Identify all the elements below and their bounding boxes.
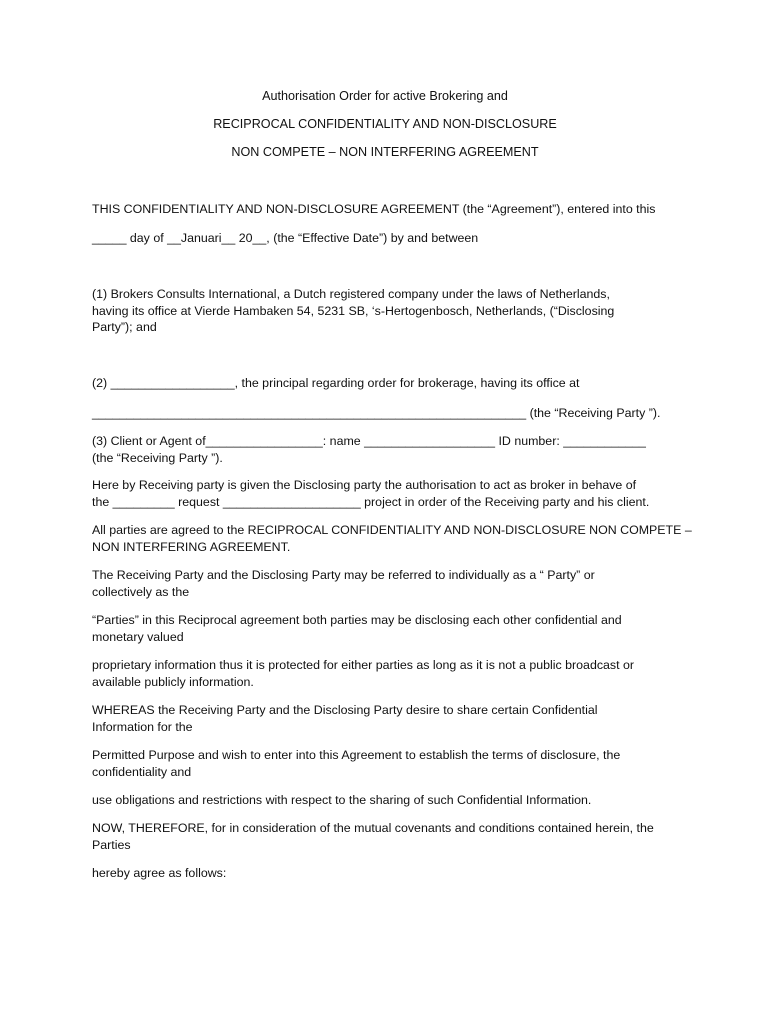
paragraph-line: NOW, THEREFORE, for in consideration of the mutual covenants and conditions contained herein, the — [92, 821, 654, 835]
paragraph-line: available publicly information. — [92, 674, 254, 689]
paragraph-parties-reciprocal — [92, 612, 688, 645]
title-line-1: Authorisation Order for active Brokering and — [262, 89, 508, 103]
paragraph-line: Information for the — [92, 719, 193, 734]
paragraph-line: All parties are agreed to the RECIPROCAL CONFIDENTIALITY AND NON-DISCLOSURE NON COMPETE – — [92, 523, 692, 537]
paragraph-line: use obligations and restrictions with respect to the sharing of such Confidential Information. — [92, 793, 592, 807]
paragraph-proprietary-info — [92, 657, 688, 690]
paragraph-effective-date — [92, 230, 688, 247]
paragraph-all-parties — [92, 522, 692, 555]
paragraph-line: “Parties” in this Reciprocal agreement both parties may be disclosing each other confidential and — [92, 613, 622, 627]
paragraph-line: having its office at Vierde Hambaken 54, 5231 SB, ‘s-Hertogenbosch, Netherlands, (“Disclosing — [92, 303, 615, 318]
paragraph-line: THIS CONFIDENTIALITY AND NON-DISCLOSURE AGREEMENT (the “Agreement”), entered into this — [92, 202, 656, 216]
paragraph-line: Party”); and — [92, 320, 157, 334]
paragraph-whereas — [92, 702, 688, 735]
paragraph-line: NON INTERFERING AGREEMENT. — [92, 539, 291, 554]
paragraph-line: the _________ request ____________________ project in order of the Receiving party and his client. — [92, 494, 650, 509]
paragraph-line: hereby agree as follows: — [92, 866, 227, 880]
paragraph-line: _____ day of __Januari__ 20__, (the “Effective Date”) by and between — [92, 231, 479, 245]
paragraph-line: proprietary information thus it is protected for either parties as long as it is not a public broadcast or — [92, 658, 635, 672]
paragraph-authorisation — [92, 477, 688, 510]
paragraph-line: (the “Receiving Party ”). — [92, 450, 223, 465]
paragraph-line: WHEREAS the Receiving Party and the Disclosing Party desire to share certain Confidential — [92, 703, 598, 717]
paragraph-party-1 — [92, 286, 688, 336]
paragraph-party-definition — [92, 567, 688, 600]
paragraph-line: collectively as the — [92, 584, 190, 599]
paragraph-use-obligations — [92, 792, 688, 809]
title-line-2: RECIPROCAL CONFIDENTIALITY AND NON-DISCLOSURE — [213, 117, 557, 131]
paragraph-line: (1) Brokers Consults International, a Dutch registered company under the laws of Netherlands, — [92, 287, 610, 301]
paragraph-line: confidentiality and — [92, 764, 192, 779]
paragraph-now-therefore — [92, 820, 688, 853]
paragraph-line: Here by Receiving party is given the Disclosing party the authorisation to act as broker in behave of — [92, 478, 637, 492]
paragraph-line: The Receiving Party and the Disclosing Party may be referred to individually as a “ Party” or — [92, 568, 595, 582]
paragraph-agree-as-follows — [92, 865, 688, 882]
paragraph-line: (3) Client or Agent of_________________: name ___________________ ID number: ____________ — [92, 434, 646, 448]
paragraph-line: Parties — [92, 837, 131, 852]
paragraph-line: (2) __________________, the principal regarding order for brokerage, having its office at — [92, 376, 580, 390]
paragraph-line: _______________________________________________________________ (the “Receiving Party ”). — [92, 406, 661, 420]
paragraph-party-3 — [92, 433, 688, 466]
paragraph-line: Permitted Purpose and wish to enter into this Agreement to establish the terms of disclosure, the — [92, 748, 621, 762]
paragraph-party-2-office — [92, 405, 688, 422]
title-line-3: NON COMPETE – NON INTERFERING AGREEMENT — [231, 145, 539, 159]
paragraph-line: monetary valued — [92, 629, 184, 644]
paragraph-agreement-intro — [92, 201, 688, 218]
paragraph-party-2 — [92, 375, 688, 392]
paragraph-permitted-purpose — [92, 747, 688, 780]
